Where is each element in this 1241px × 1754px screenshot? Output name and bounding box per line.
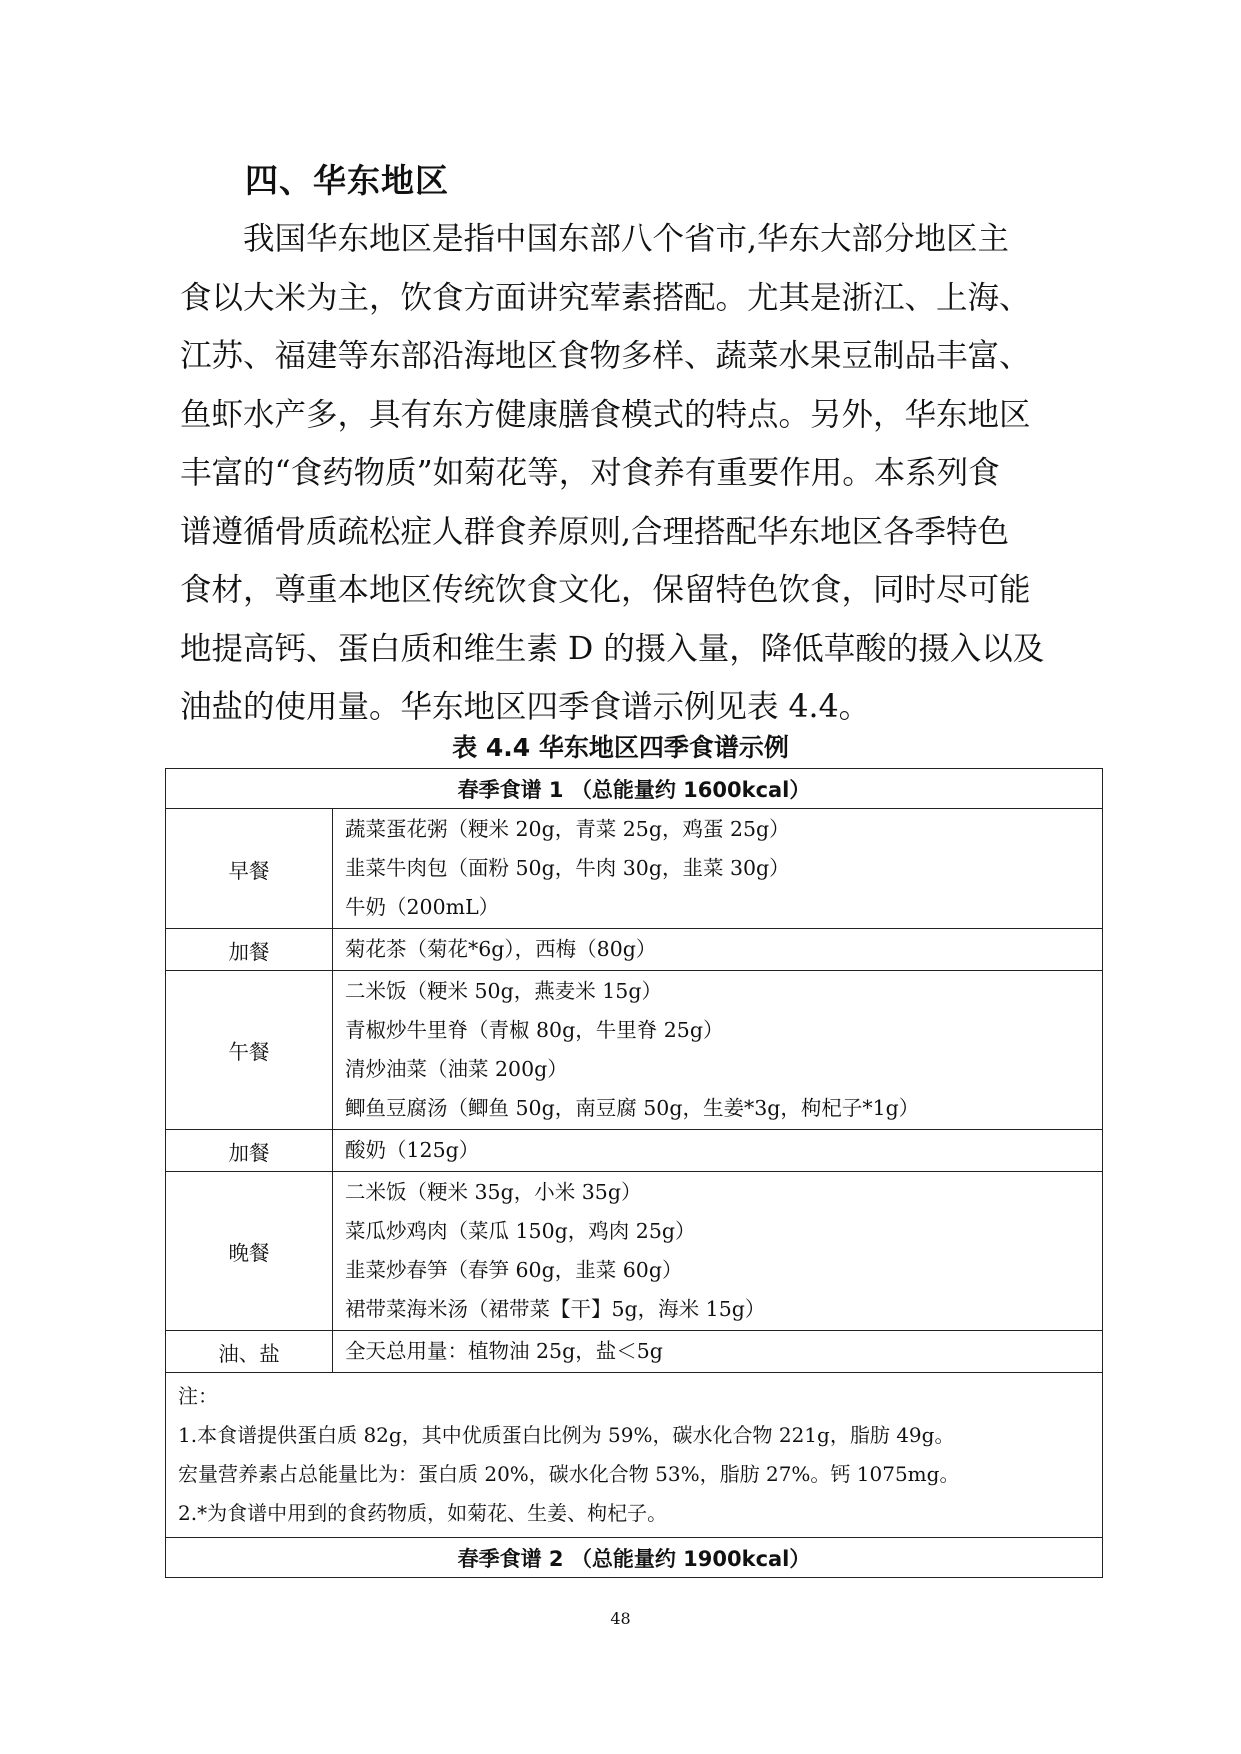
menu-item: 清炒油菜（油菜 200g） bbox=[345, 1057, 568, 1081]
table-row bbox=[166, 929, 1103, 971]
menu-item: 韭菜炒春笋（春笋 60g，韭菜 60g） bbox=[345, 1258, 683, 1282]
meal-label-lunch: 午餐 bbox=[166, 971, 333, 1130]
meal-label-snack: 加餐 bbox=[166, 929, 333, 971]
table-row bbox=[166, 769, 1103, 809]
table-row bbox=[166, 1130, 1103, 1172]
menu-item: 二米饭（粳米 50g，燕麦米 15g） bbox=[345, 979, 662, 1003]
meal-label-oil-salt: 油、盐 bbox=[166, 1331, 333, 1373]
table-row bbox=[166, 1538, 1103, 1578]
note-line: 2.*为食谱中用到的食药物质，如菊花、生姜、枸杞子。 bbox=[178, 1501, 668, 1525]
paragraph-line: 鱼虾水产多，具有东方健康膳食模式的特点。另外，华东地区 bbox=[180, 396, 1031, 433]
menu-item: 牛奶（200mL） bbox=[345, 895, 500, 919]
menu-item: 蔬菜蛋花粥（粳米 20g，青菜 25g，鸡蛋 25g） bbox=[345, 817, 790, 841]
menu-item: 全天总用量：植物油 25g，盐＜5g bbox=[345, 1339, 663, 1363]
menu-item: 裙带菜海米汤（裙带菜【干】5g，海米 15g） bbox=[345, 1297, 766, 1321]
paragraph-line: 丰富的“食药物质”如菊花等，对食养有重要作用。本系列食 bbox=[180, 455, 1000, 491]
paragraph-line: 油盐的使用量。华东地区四季食谱示例见表 4.4。 bbox=[180, 689, 871, 725]
menu-item: 韭菜牛肉包（面粉 50g，牛肉 30g，韭菜 30g） bbox=[345, 856, 790, 880]
menu-item: 菊花茶（菊花*6g），西梅（80g） bbox=[345, 937, 657, 961]
menu-title: 春季食谱 2 （总能量约 1900kcal） bbox=[166, 1538, 1103, 1578]
paragraph-line: 谱遵循骨质疏松症人群食养原则,合理搭配华东地区各季特色 bbox=[180, 513, 1010, 550]
table-row bbox=[166, 1172, 1103, 1331]
menu-item: 二米饭（粳米 35g，小米 35g） bbox=[345, 1180, 642, 1204]
paragraph-line: 食材，尊重本地区传统饮食文化，保留特色饮食，同时尽可能 bbox=[180, 572, 1031, 608]
menu-table bbox=[165, 768, 1103, 1578]
paragraph-line: 我国华东地区是指中国东部八个省市,华东大部分地区主 bbox=[243, 221, 1010, 257]
meal-label-breakfast: 早餐 bbox=[166, 809, 333, 929]
menu-item: 酸奶（125g） bbox=[345, 1138, 480, 1162]
table-row bbox=[166, 809, 1103, 929]
meal-items bbox=[333, 1130, 1103, 1172]
intro-paragraph bbox=[180, 210, 1060, 737]
note-line: 宏量营养素占总能量比为：蛋白质 20%，碳水化合物 53%，脂肪 27%。钙 1075mg。 bbox=[178, 1462, 960, 1486]
paragraph-line: 地提高钙、蛋白质和维生素 D 的摄入量，降低草酸的摄入以及 bbox=[180, 630, 1045, 667]
section-heading: 四、华东地区 bbox=[245, 161, 449, 200]
meal-items bbox=[333, 929, 1103, 971]
note-line: 1.本食谱提供蛋白质 82g，其中优质蛋白比例为 59%，碳水化合物 221g，脂肪 49g。 bbox=[178, 1423, 955, 1447]
menu-item: 鲫鱼豆腐汤（鲫鱼 50g，南豆腐 50g，生姜*3g，枸杞子*1g） bbox=[345, 1096, 920, 1120]
table-row bbox=[166, 1373, 1103, 1538]
table-row bbox=[166, 1331, 1103, 1373]
meal-items bbox=[333, 1172, 1103, 1331]
meal-label-snack: 加餐 bbox=[166, 1130, 333, 1172]
meal-items bbox=[333, 1331, 1103, 1373]
menu-title: 春季食谱 1 （总能量约 1600kcal） bbox=[166, 769, 1103, 809]
meal-items bbox=[333, 971, 1103, 1130]
page-number: 48 bbox=[610, 1609, 631, 1628]
menu-item: 青椒炒牛里脊（青椒 80g，牛里脊 25g） bbox=[345, 1018, 724, 1042]
menu-notes bbox=[166, 1373, 1103, 1538]
meal-label-dinner: 晚餐 bbox=[166, 1172, 333, 1331]
menu-item: 菜瓜炒鸡肉（菜瓜 150g，鸡肉 25g） bbox=[345, 1219, 696, 1243]
table-caption: 表 4.4 华东地区四季食谱示例 bbox=[452, 733, 789, 762]
table-row bbox=[166, 971, 1103, 1130]
paragraph-line: 江苏、福建等东部沿海地区食物多样、蔬菜水果豆制品丰富、 bbox=[180, 338, 1031, 374]
note-line: 注： bbox=[178, 1384, 218, 1408]
paragraph-line: 食以大米为主，饮食方面讲究荤素搭配。尤其是浙江、上海、 bbox=[180, 279, 1031, 316]
meal-items bbox=[333, 809, 1103, 929]
